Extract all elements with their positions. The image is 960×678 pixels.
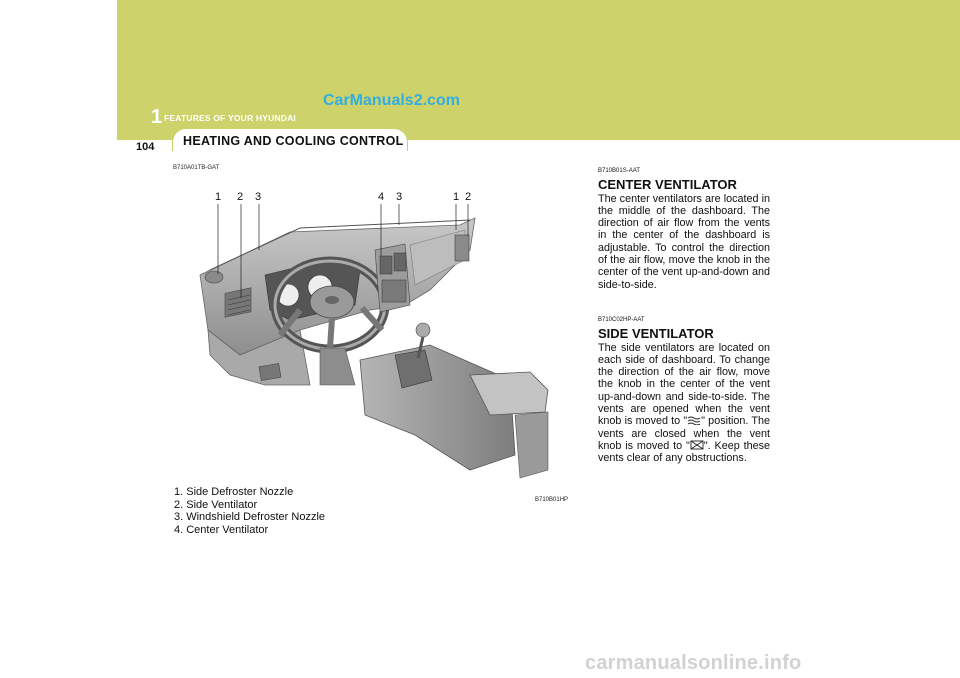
figure-code: B710A01TB-GAT [173,165,220,171]
callout-4: 4 [378,191,385,203]
side-ventilator-heading: SIDE VENTILATOR [598,326,714,342]
section-title: HEATING AND COOLING CONTROL [183,134,404,148]
side-ventilator-code: B710C02HP-AAT [598,316,645,323]
right-column [598,165,770,465]
callout-2-right: 2 [465,191,472,203]
callout-1-left: 1 [215,191,222,203]
image-code: B710B01HP [535,497,569,503]
center-ventilator-heading: CENTER VENTILATOR [598,177,737,193]
side-body-part1: The side ventilators are located on each side of dashboard. To change the direction of the air flow, move the knob in the center of the vent up-and-down and side-to-side. The vents are opened when the vent knob is moved to " [598,341,770,428]
legend-item: 4. Center Ventilator [174,523,269,536]
dashboard-illustration [170,180,585,485]
legend-item: 3. Windshield Defroster Nozzle [174,511,326,523]
side-ventilator-body [598,342,770,465]
center-ventilator-code: B710B01S-AAT [598,168,640,174]
callout-3-right: 3 [396,191,403,203]
vent-closed-icon [690,440,704,450]
callout-1-right: 1 [453,191,460,203]
callout-2-left: 2 [237,191,244,203]
center-ventilator-section [598,165,770,291]
side-body-part2: " position. The vents are closed when the vent knob is moved to " [598,415,770,452]
vent-open-icon [687,415,701,425]
page-number: 104 [136,141,155,153]
figure-legend [174,486,325,536]
side-ventilator-section [598,314,770,465]
top-watermark[interactable]: CarManuals2.com [323,92,460,109]
legend-item: 2. Side Ventilator [174,498,258,511]
side-body-part3: ". Keep these vents clear of any obstructions. [598,439,770,465]
callout-3-left: 3 [255,191,262,203]
chapter-title: FEATURES OF YOUR HYUNDAI [164,113,296,123]
bottom-watermark[interactable]: carmanualsonline.info [585,652,802,674]
center-ventilator-body: The center ventilators are located in the middle of the dashboard. The direction of air flow from the vents in the center of the dashboard is adjustable. To control the direction of the air flow, move the knob in the center of the vent up-and-down and side-to-side. [598,192,770,291]
legend-item: 1. Side Defroster Nozzle [174,486,294,498]
chapter-number: 1 [151,106,163,128]
